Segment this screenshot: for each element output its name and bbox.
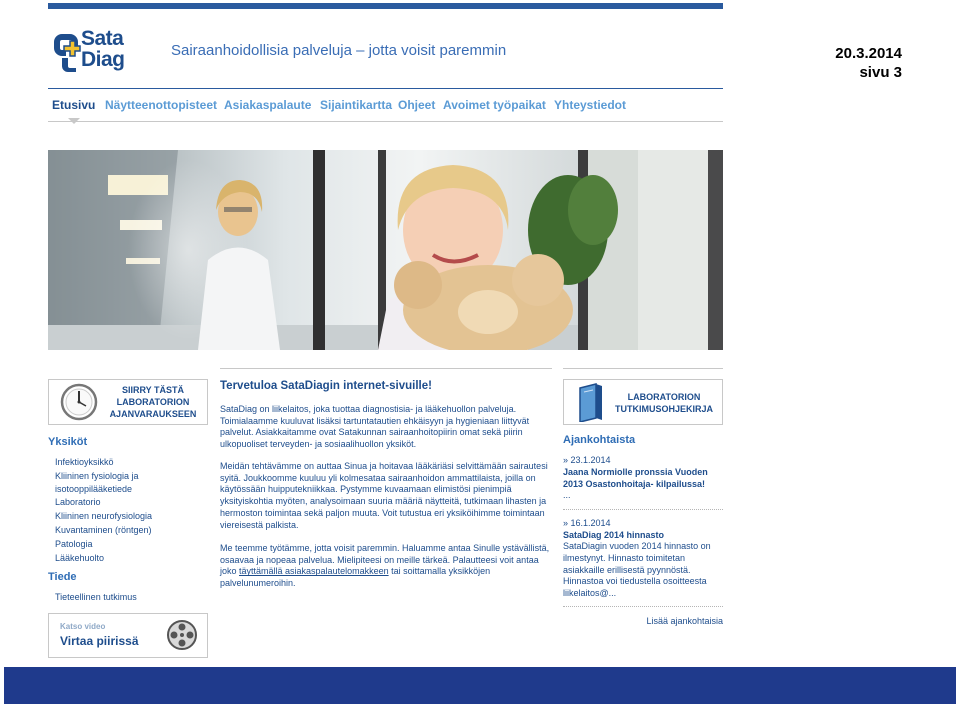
feedback-form-link[interactable]: täyttämällä asiakaspalautelomakkeen (239, 566, 389, 577)
news-2-title[interactable]: SataDiag 2014 hinnasto (563, 530, 665, 540)
news-1-title[interactable]: Jaana Normiolle pronssia Vuoden 2013 Osastonhoitaja- kilpailussa! (563, 467, 708, 489)
lab-handbook-line-2: TUTKIMUSOHJEKIRJA (614, 404, 713, 414)
news-separator (563, 509, 723, 510)
nav-ohjeet[interactable]: Ohjeet (398, 98, 436, 112)
science-link-tutkimus[interactable]: Tieteellinen tutkimus (55, 592, 137, 602)
booking-line-1: SIIRRY TÄSTÄ (121, 385, 184, 395)
hero-image (48, 150, 723, 350)
nav-yhteystiedot[interactable]: Yhteystiedot (554, 98, 627, 112)
unit-link-infektioyksikko[interactable]: Infektioyksikkö (55, 457, 114, 467)
lab-handbook-line-1: LABORATORION (627, 392, 701, 402)
paragraph-3-text-start: Me teemme työtämme, jotta voisit paremmin. Haluamme antaa Sinulle ystävällistä, osaavaa ja nopeaa palvelua. Mielipiteesi on meille tärkeä. Palautteesi voit antaa joko (220, 543, 550, 577)
nav-nayttenottopisteet[interactable]: Näytteenottopisteet (105, 98, 218, 112)
science-heading: Tiede (48, 571, 77, 583)
news-1-date: » 23.1.2014 (563, 455, 611, 465)
intro-paragraph-2: Meidän tehtävämme on auttaa Sinua ja hoitavaa lääkäriäsi selvittämään sairautesi syitä. Joukkoomme kuuluu yli kolmesataa sairaanhoidon ammattilaista, joilla on käytössään huipputekniikkaa. Pystymme kuvaamaan elimistösi pienimpiä yksityiskohtia myöten, analysoimaan suuria määriä näytteitä, tutkimaan lihasten ja hermoston toimintaa sekä paljon muuta. Voit tutustua eri yksiköihimme toimintaan viereisestä palkista. (220, 461, 548, 530)
nav-avoimet-tyopaikat[interactable]: Avoimet työpaikat (443, 98, 546, 112)
booking-line-3: AJANVARAUKSEEN (109, 409, 197, 419)
logo-cross-icon (52, 30, 82, 74)
unit-link-laakehuolto[interactable]: Lääkehuolto (55, 553, 105, 563)
video-label: Katso video (60, 622, 106, 631)
unit-link-kuvantaminen[interactable]: Kuvantaminen (röntgen) (55, 525, 152, 535)
slide-header (835, 44, 902, 82)
site-tagline: Sairaanhoidollisia palveluja – jotta voisit paremmin (171, 42, 507, 59)
unit-link-kliininen-fysiologia[interactable]: Kliininen fysiologia ja isotooppilääketiede (55, 471, 139, 494)
slide-page-number: sivu 3 (859, 64, 902, 81)
news-heading: Ajankohtaista (563, 434, 636, 446)
nav-etusivu[interactable]: Etusivu (52, 98, 96, 112)
website-screenshot (48, 0, 723, 660)
intro-paragraph-3 (220, 543, 552, 590)
slide-footer-bar (4, 667, 956, 704)
active-nav-indicator (68, 118, 80, 124)
satadiag-logo[interactable] (52, 28, 152, 76)
unit-link-patologia[interactable]: Patologia (55, 539, 93, 549)
intro-paragraph-1: SataDiag on liikelaitos, joka tuottaa diagnostisia- ja lääkehuollon palveluja. Toimialaamme kuuluvat lisäksi tartuntatautien ehkäisyyn ja hygieniaan liittyvät palvelut. Asiakkaitamme ovat Satakunnan sairaanhoitopiirin omat sekä piirin ulkopuoliset terveyden- ja sosiaalihuollon yksiköt. (220, 404, 530, 450)
clock-icon (59, 382, 99, 422)
lab-booking-banner[interactable] (48, 379, 208, 425)
welcome-title: Tervetuloa SataDiagin internet-sivuille! (220, 380, 432, 392)
unit-link-neurofysiologia[interactable]: Kliininen neurofysiologia (55, 511, 153, 521)
unit-link-laboratorio[interactable]: Laboratorio (55, 497, 101, 507)
book-icon (576, 382, 606, 422)
film-reel-icon (165, 618, 199, 652)
news-2-date: » 16.1.2014 (563, 518, 611, 528)
nav-sijaintikartta[interactable]: Sijaintikartta (320, 98, 393, 112)
paragraph-3-text-end: tai soittamalla yksikköjen palvelunumeroihin. (220, 566, 491, 589)
news-1-text: ... (563, 490, 571, 500)
top-stripe (48, 3, 723, 9)
logo-text-diag: Diag (81, 48, 125, 71)
more-news-link[interactable]: Lisää ajankohtaisia (646, 616, 723, 626)
lab-handbook-banner[interactable] (563, 379, 723, 425)
video-title: Virtaa piirissä (60, 634, 139, 648)
news-separator (563, 606, 723, 607)
booking-line-2: LABORATORION (116, 397, 190, 407)
video-banner[interactable] (48, 613, 208, 658)
main-top-rule (220, 368, 552, 369)
news-2-text: SataDiagin vuoden 2014 hinnasto on ilmestynyt. Hinnasto toimitetan asiakkaille erillisestä pyynnöstä. Hinnastoa voi tiedustella osoitteesta liikelaitos@... (563, 541, 711, 599)
hero-illustration (48, 150, 723, 350)
units-heading: Yksiköt (48, 436, 88, 448)
slide-date: 20.3.2014 (835, 45, 902, 62)
logo-text-sata: Sata (81, 27, 124, 50)
nav-asiakaspalaute[interactable]: Asiakaspalaute (224, 98, 312, 112)
main-navigation (48, 88, 723, 122)
right-top-rule (563, 368, 723, 369)
left-sidebar (48, 379, 208, 648)
